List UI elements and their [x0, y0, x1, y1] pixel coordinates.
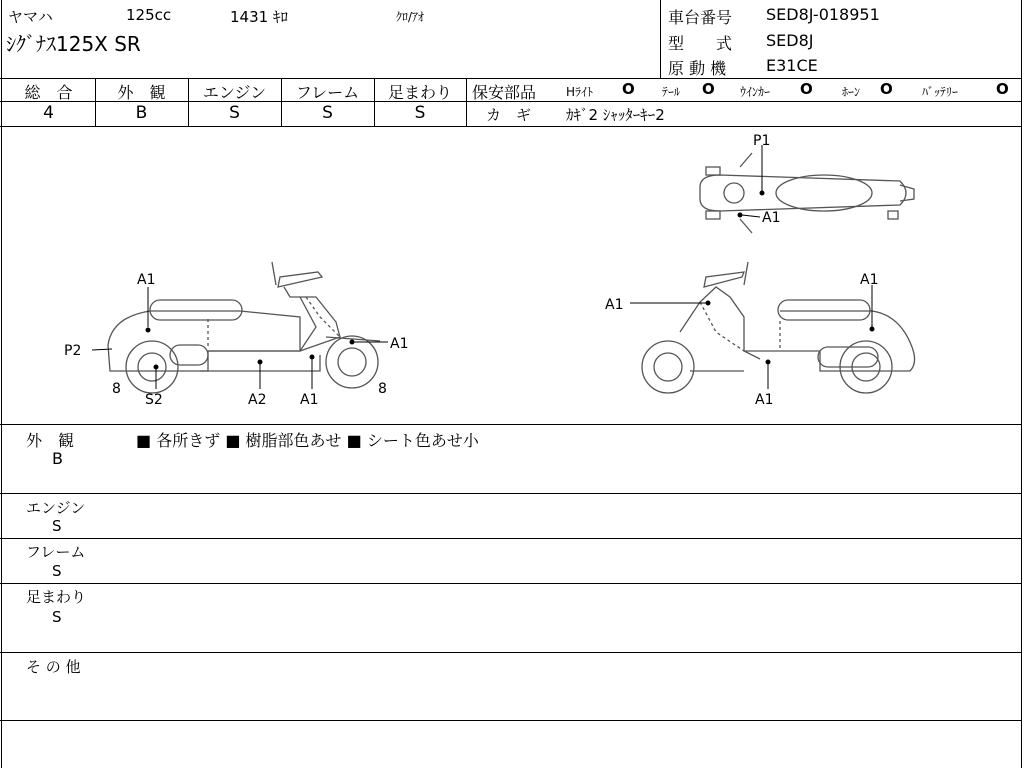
model-name: ｼｸﾞﾅｽ125X SR: [6, 32, 141, 56]
label-right-front: A1: [605, 297, 624, 313]
horn-mark: O: [880, 80, 893, 98]
leader-lines: [92, 145, 874, 389]
label-right-seat: A1: [860, 272, 879, 288]
grade-divider: [466, 78, 467, 126]
notes-line: [0, 652, 1022, 653]
overall-grade: 4: [43, 103, 54, 123]
notes-line: [0, 583, 1022, 584]
key-value: ｶｷﾞ2 ｼｬｯﾀｰｷｰ2: [566, 106, 665, 124]
notes-line: [0, 493, 1022, 494]
bullet-icon: ■: [346, 431, 362, 450]
maker: ヤマハ: [8, 8, 53, 26]
top-seat: [776, 175, 872, 211]
label-left-front: A1: [390, 336, 409, 352]
label-top-a1: A1: [762, 210, 781, 226]
label-left-s2: S2: [145, 392, 163, 408]
seat: [150, 300, 242, 320]
scooter-top-view: [700, 153, 914, 233]
handlebar: [278, 272, 322, 287]
notes-other-label: そ の 他: [26, 658, 81, 676]
notes-exterior-items: [136, 428, 479, 451]
exterior-grade: B: [135, 103, 148, 123]
label-left-floor: A1: [300, 392, 319, 408]
rear-wheel: [126, 341, 178, 393]
header-divider: [660, 0, 661, 78]
notes-exterior-label: 外 観: [26, 431, 75, 450]
suspension-label: 足まわり: [387, 83, 452, 102]
label-left-seat: A1: [137, 272, 156, 288]
seat-right: [778, 300, 870, 320]
notes-frame-label: フレーム: [26, 543, 86, 561]
label-left-a2: A2: [248, 392, 267, 408]
note-item: 樹脂部色あせ: [245, 431, 342, 450]
exterior-label: 外 観: [117, 83, 166, 102]
engine-model: E31CE: [766, 56, 818, 75]
displacement: 125cc: [126, 6, 172, 24]
note-item: 各所きず: [156, 431, 221, 450]
notes-frame-grade: S: [52, 562, 62, 580]
notes-engine-grade: S: [52, 517, 62, 535]
bullet-icon: ■: [136, 431, 152, 450]
notes-exterior-grade: B: [52, 449, 63, 468]
overall-label: 総 合: [24, 83, 73, 102]
handlebar-right: [704, 272, 744, 287]
notes-line: [0, 538, 1022, 539]
engine-grade: S: [229, 103, 240, 123]
mileage: 1431 ｷﾛ: [230, 8, 288, 26]
frame-number-label: 車台番号: [668, 8, 733, 27]
scooter-diagram: [0, 127, 1022, 424]
diagram-bottom-line: [0, 424, 1022, 425]
label-left-rear-tire: 8: [112, 381, 121, 397]
safety-mid-line: [466, 101, 1022, 102]
front-wheel-right: [642, 341, 694, 393]
winker-label: ｳｲﾝｶｰ: [740, 85, 771, 99]
engine-label: エンジン: [202, 83, 267, 102]
horn-label: ﾎｰﾝ: [842, 85, 861, 99]
notes-engine-label: エンジン: [26, 499, 86, 517]
safety-label: 保安部品: [472, 83, 537, 102]
notes-suspension-grade: S: [52, 608, 62, 626]
notes-suspension-label: 足まわり: [26, 588, 87, 606]
frame-number: SED8J-018951: [766, 5, 880, 24]
notes-bottom-line: [0, 720, 1022, 721]
type-value: SED8J: [766, 31, 814, 50]
label-left-p2: P2: [64, 343, 82, 359]
headlight-mark: O: [622, 80, 635, 98]
key-label: カ ギ: [486, 106, 532, 124]
label-right-floor: A1: [755, 392, 774, 408]
bullet-icon: ■: [225, 431, 241, 450]
frame-grade: S: [322, 103, 333, 123]
taillight-label: ﾃｰﾙ: [662, 85, 681, 99]
header-bottom-line: [0, 78, 1022, 79]
engine-model-label: 原 動 機: [668, 59, 727, 78]
type-label: 型 式: [668, 34, 733, 53]
label-left-front-tire: 8: [378, 381, 387, 397]
note-item: シート色あせ小: [366, 431, 479, 450]
frame-label: フレーム: [295, 83, 360, 102]
taillight-mark: O: [702, 80, 715, 98]
suspension-grade: S: [414, 103, 426, 123]
winker-mark: O: [800, 80, 813, 98]
battery-label: ﾊﾞｯﾃﾘｰ: [922, 85, 959, 99]
battery-mark: O: [996, 80, 1009, 98]
color: ｸﾛ/ｱｵ: [396, 10, 425, 24]
headlight-label: Hﾗｲﾄ: [566, 85, 594, 99]
label-top-p1: P1: [753, 133, 771, 149]
